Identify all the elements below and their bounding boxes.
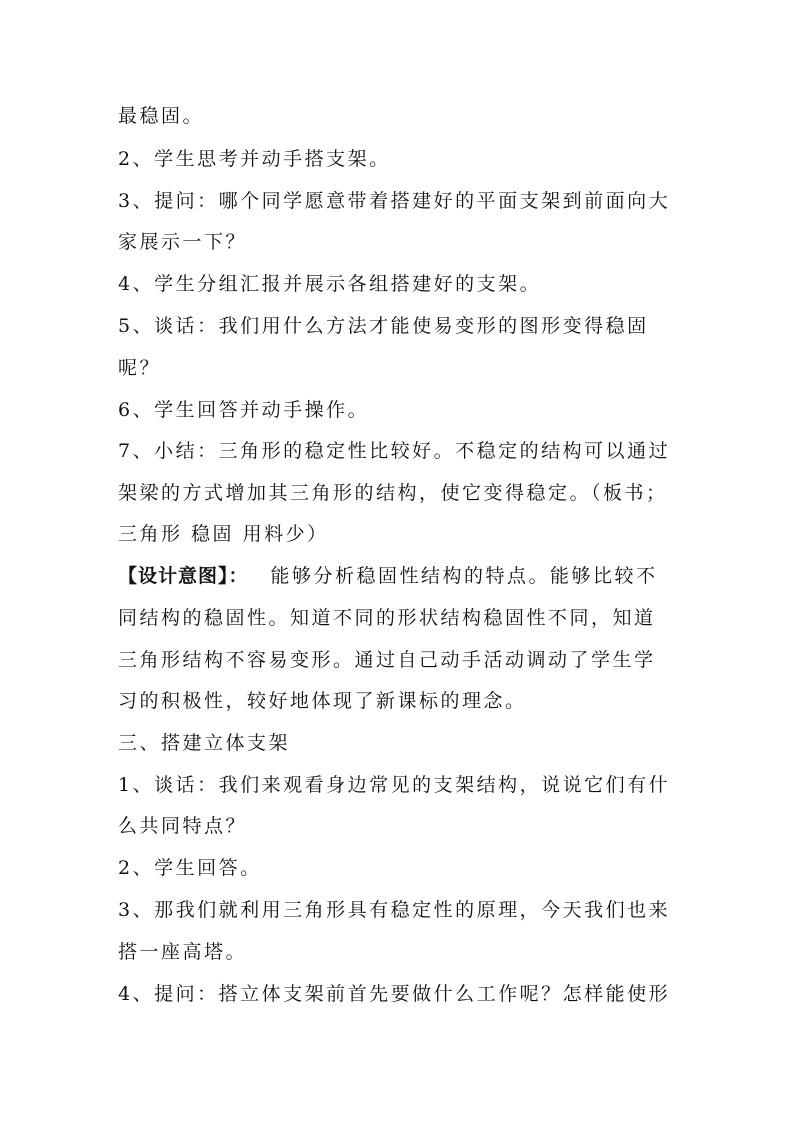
text-line: 三角形结构不容易变形。通过自己动手活动调动了学生学 — [118, 649, 656, 671]
text-line: 2、学生思考并动手搭支架。 — [118, 148, 391, 170]
text-line: 3、那我们就利用三角形具有稳定性的原理，今天我们也来 — [118, 899, 671, 921]
text-line: 习的积极性，较好地体现了新课标的理念。 — [118, 690, 527, 712]
text-line: 呢？ — [118, 357, 162, 379]
section-heading: 三、搭建立体支架 — [118, 732, 291, 754]
text-line: 么共同特点？ — [118, 815, 248, 837]
text-line: 5、谈话：我们用什么方法才能使易变形的图形变得稳固 — [118, 315, 649, 337]
design-intent-line — [118, 564, 658, 588]
text-line: 三角形 稳固 用料少） — [118, 523, 329, 545]
text-line: 架梁的方式增加其三角形的结构，使它变得稳定。（板书； — [118, 482, 668, 504]
text-line: 4、提问：搭立体支架前首先要做什么工作呢？怎样能使形 — [118, 983, 671, 1005]
text-line: 7、小结：三角形的稳定性比较好。不稳定的结构可以通过 — [118, 440, 671, 462]
text-line: 2、学生回答。 — [118, 857, 262, 879]
design-intent-label: 【设计意图】： — [118, 565, 249, 587]
text-line: 搭一座高塔。 — [118, 941, 248, 963]
text-line: 1、谈话：我们来观看身边常见的支架结构，说说它们有什 — [118, 774, 671, 796]
text-line: 3、提问：哪个同学愿意带着搭建好的平面支架到前面向大 — [118, 190, 671, 212]
text-line: 同结构的稳固性。知道不同的形状结构稳固性不同，知道 — [118, 607, 656, 629]
text-line: 家展示一下？ — [118, 231, 248, 253]
text-line: 4、学生分组汇报并展示各组搭建好的支架。 — [118, 273, 542, 295]
design-intent-text: 能够分析稳固性结构的特点。能够比较不 — [270, 565, 658, 587]
text-line: 6、学生回答并动手操作。 — [118, 399, 370, 421]
text-line: 最稳固。 — [118, 105, 205, 127]
